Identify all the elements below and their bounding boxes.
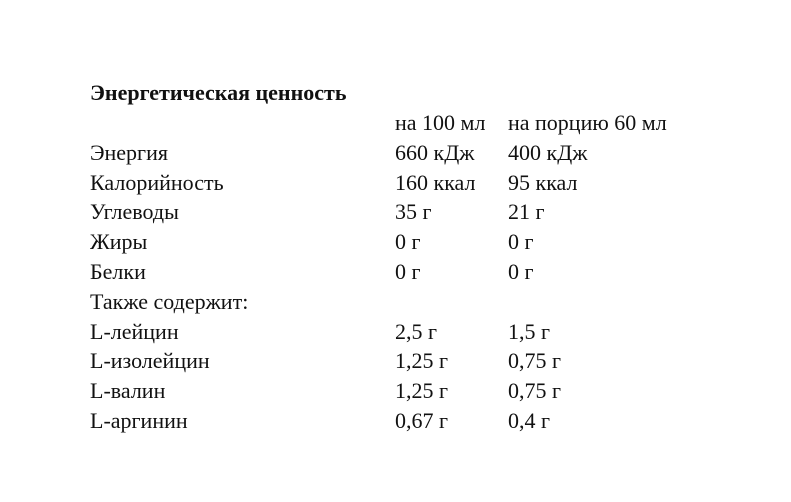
row-per-serving: 95 ккал: [508, 169, 578, 195]
row-name: Белки: [90, 258, 146, 284]
row-per-serving: [508, 287, 728, 317]
table-row: [90, 406, 750, 436]
table-row: [90, 138, 750, 168]
nutrition-document: [90, 78, 750, 436]
row-name: Жиры: [90, 229, 148, 255]
row-per-100ml: 660 кДж: [395, 139, 475, 165]
row-per-100ml: 0 г: [395, 229, 421, 255]
row-per-100ml: 0 г: [395, 258, 421, 284]
row-per-serving: 0,75 г: [508, 348, 562, 374]
row-per-100ml: 1,25 г: [395, 348, 449, 374]
row-name: Энергия: [90, 139, 168, 165]
table-row: [90, 257, 750, 287]
row-name: Также содержит:: [90, 288, 249, 314]
row-per-100ml: 1,25 г: [395, 378, 449, 404]
row-per-100ml: 160 ккал: [395, 169, 476, 195]
table-row: [90, 346, 750, 376]
row-per-serving: 21 г: [508, 199, 545, 225]
row-per-100ml: 35 г: [395, 199, 432, 225]
table-header-row: [90, 108, 750, 138]
row-per-serving: 1,5 г: [508, 318, 551, 344]
table-row: [90, 168, 750, 198]
table-row: [90, 197, 750, 227]
row-per-100ml: 2,5 г: [395, 318, 438, 344]
row-name: L-изолейцин: [90, 348, 210, 374]
row-per-serving: 0,75 г: [508, 378, 562, 404]
header-per-100ml: на 100 мл: [395, 110, 486, 135]
row-per-100ml: [395, 287, 508, 317]
row-name: Калорийность: [90, 169, 224, 195]
row-per-serving: 0,4 г: [508, 407, 551, 433]
table-row: [90, 317, 750, 347]
row-name: L-лейцин: [90, 318, 179, 344]
row-name: Углеводы: [90, 199, 179, 225]
section-label-row: [90, 287, 750, 317]
row-name: L-аргинин: [90, 407, 188, 433]
document-title: Энергетическая ценность: [90, 80, 347, 105]
header-per-serving: на порцию 60 мл: [508, 110, 667, 135]
row-per-serving: 400 кДж: [508, 139, 588, 165]
row-per-serving: 0 г: [508, 229, 534, 255]
row-name: L-валин: [90, 378, 166, 404]
row-per-serving: 0 г: [508, 258, 534, 284]
row-per-100ml: 0,67 г: [395, 407, 449, 433]
header-name-column: [90, 108, 395, 138]
table-row: [90, 376, 750, 406]
table-row: [90, 227, 750, 257]
